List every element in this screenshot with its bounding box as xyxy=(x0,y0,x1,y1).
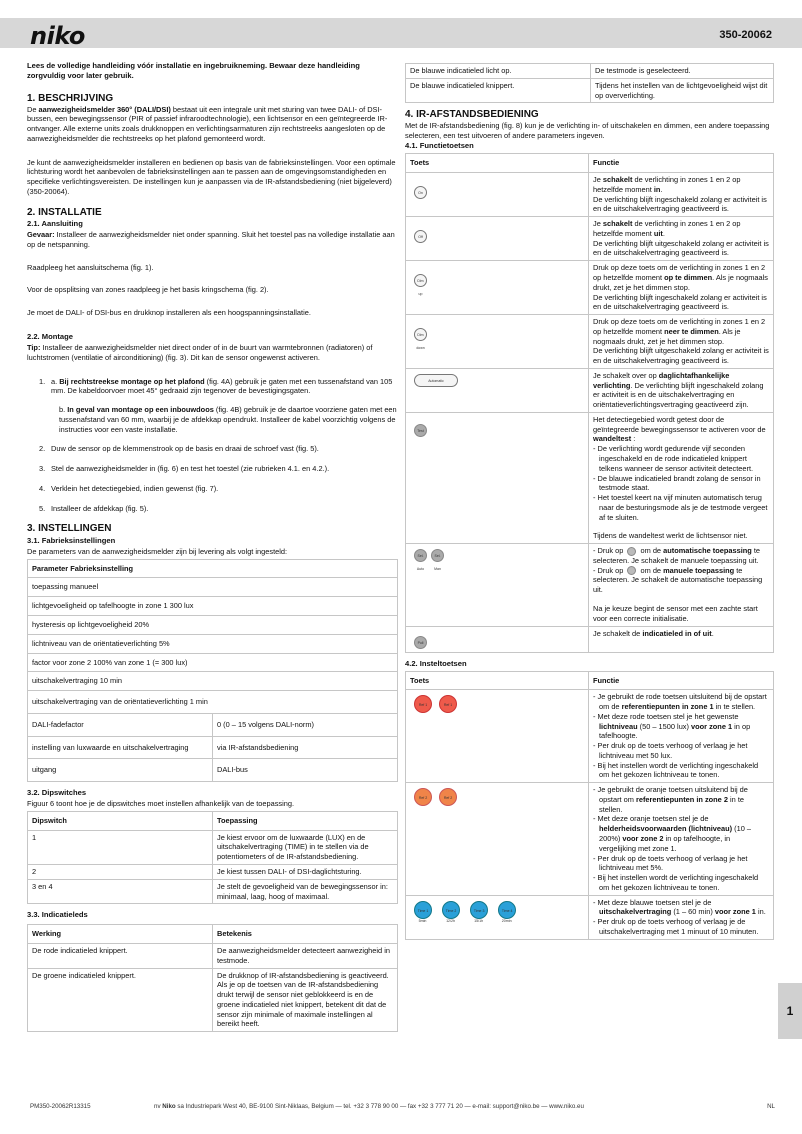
time4-key-icon: Time 4 xyxy=(498,901,516,919)
table-row: De rode indicatieled knippert. De aanwezigheidsmelder detecteert aanwezigheid in testmode. xyxy=(28,944,398,969)
off-key-icon: Off xyxy=(414,230,427,243)
table-header: Toets xyxy=(406,671,589,690)
setting-keys-table xyxy=(405,671,774,940)
table-row: Ref 1 Ref 1 - Je gebruikt de rode toetsen uitsluitend bij de opstart om de referentiepunten in zone 1 in te stellen. - Met deze rode toetsen stel je het gewenste lichtniveau (50 – 1500 lux) voor zone 1 in op tafelhoogte. - Per druk op de toets verhoog of verlaag je het lichtniveau met 50 lux. - Bij het instellen wordt de verlichting ingeschakeld om het gekozen lichtniveau te tonen. xyxy=(406,690,774,783)
right-column xyxy=(405,63,774,948)
time1-label: 5min xyxy=(418,918,427,923)
description-paragraph-2: Je kunt de aanwezigheidsmelder installeren en bedienen op basis van de fabrieksinstellingen. Voor een optimale lichtsturing wordt het aanbevolen de fabrieksinstellingen aan te passen aan de omgevingsomstandigheden en specifieke verlichtingsvereisten. De instellingen kun je aanpassen via de IR-afstandsbediening (niet bijgeleverd) (350-20064). xyxy=(27,157,396,196)
table-row: uitschakelvertraging van de oriëntatieverlichting 1 min xyxy=(28,691,398,714)
table-row: On Je schakelt de verlichting in zones 1 en 2 op hetzelfde moment in. De verlichting blijft ingeschakeld zolang er activiteit is en de uitschakelvertraging geactiveerd is. xyxy=(406,173,774,217)
intro-text: Lees de volledige handleiding vóór installatie en ingebruikneming. Bewaar deze handleiding zorgvuldig voor later gebruik. xyxy=(27,61,360,81)
table-header: Functie xyxy=(589,154,774,173)
ref2-down-key-icon: Ref 2 xyxy=(439,788,457,806)
dipswitch-intro: Figuur 6 toont hoe je de dipswitches moet instellen afhankelijk van de toepassing. xyxy=(27,799,295,809)
table-row: Off Je schakelt de verlichting in zones 1 en 2 op hetzelfde moment uit. De verlichting blijft uitgeschakeld zolang er activiteit is en de uitschakelvertraging geactiveerd is. xyxy=(406,217,774,261)
factory-intro: De parameters van de aanwezigheidsmelder zijn bij levering als volgt ingesteld: xyxy=(27,546,288,556)
table-header: Toets xyxy=(406,154,589,173)
install-paragraph-3: Je moet de DALI- of DSI-bus en drukknop installeren als een hoogspanningsinstallatie. xyxy=(27,308,311,318)
ref1-up-key-icon: Ref 1 xyxy=(414,695,432,713)
header-bar xyxy=(0,18,802,48)
ref2-up-key-icon: Ref 2 xyxy=(414,788,432,806)
step-1: 1. a. Bij rechtstreekse montage op het plafond (fig. 4A) gebruik je gaten met een tussenafstand van 105 mm. De kabeldoorvoer moet 45° gedraaid zijn tegenover de bevestigingsgaten. b. In geval van montage op een inbouwdoos (fig. 4B) gebruik je de daartoe voorziene gaten met een tussenafstand van 60 mm, waarbij je de afdekkap opendrukt. Installeer de kabel voorzichtig volgens de instructies voor een vaste installatie. xyxy=(39,376,397,434)
install-paragraph-1: Raadpleeg het aansluitschema (fig. 1). xyxy=(27,262,154,272)
table-row: lichtniveau van de oriëntatieverlichting 5% xyxy=(28,634,398,653)
table-row: factor voor zone 2 100% van zone 1 (= 300 lux) xyxy=(28,653,398,672)
mounting-tip: Tip: Installeer de aanwezigheidsmelder niet direct onder of in de buurt van warmtebronnen (radiatoren) of luchtstromen (ventilatie of airconditioning) (fig. 3). Dit kan de sensor ongewenst activeren. xyxy=(27,343,373,362)
install-paragraph-2: Voor de opsplitsing van zones raadpleeg je het basis kringschema (fig. 2). xyxy=(27,285,269,295)
step-5: 5. Installeer de afdekkap (fig. 5). xyxy=(39,503,149,513)
sel-man-key-icon: Sel. Man xyxy=(431,549,444,562)
footer-company: nv Niko sa Industriepark West 40, BE-9100 Sint-Niklaas, Belgium — tel. +32 3 778 90 00 — fax +32 3 777 71 20 — e-mail: support@niko.be — www.niko.eu xyxy=(154,1103,584,1110)
indicator-leds-table-continued xyxy=(405,63,774,103)
table-row: Test Het detectiegebied wordt getest door de geïntegreerde bewegingssensor te activeren voor de wandeltest : - De verlichting wordt gedurende vijf seconden ingeschakeld en de rode indicatieled knippert telkens wanneer de sensor activiteit detecteert. - De blauwe indicatieled brandt zolang de sensor in testmode staat. - Het toestel keert na vijf minuten automatisch terug naar de besturingsmode als je de testmode vergeet af te sluiten. Tijdens de wandeltest werkt de lichtsensor niet. xyxy=(406,412,774,543)
step-3: 3. Stel de aanwezigheidsmelder in (fig. 6) en test het toestel (zie rubrieken 4.1. en 4.2.). xyxy=(39,464,330,474)
table-row: Ref 2 Ref 2 - Je gebruikt de oranje toetsen uitsluitend bij de opstart om referentiepunten in zone 2 in te stellen. - Met deze oranje toetsen stel je de helderheidsvoorwaarden (lichtniveau) (10 – 200%) voor zone 2 in op tafelhoogte, in vergelijking met zone 1. - Per druk op de toets verhoog of verlaag je het lichtniveau met 5%. - Bij het instellen wordt de verlichting ingeschakeld om het gekozen lichtniveau te tonen. xyxy=(406,783,774,895)
subsection-4-2-title: 4.2. Insteltoetsen xyxy=(405,658,467,668)
time2-label: 12/2h xyxy=(446,918,456,923)
ref1-down-key-icon: Ref 1 xyxy=(439,695,457,713)
table-row: 3 en 4 Je stelt de gevoeligheid van de bewegingssensor in: minimaal, laag, hoog of maximaal. xyxy=(28,879,398,904)
footer-doc-code: PM350-20062R13315 xyxy=(30,1103,91,1110)
left-column xyxy=(27,61,398,1040)
time3-key-icon: Time 3 xyxy=(470,901,488,919)
subsection-2-1-title: 2.1. Aansluiting xyxy=(27,219,83,229)
danger-warning: Gevaar: Installeer de aanwezigheidsmelder niet onder spanning. Sluit het toestel pas na volledige installatie aan op de netspanning. xyxy=(27,230,395,249)
sel-auto-inline-icon xyxy=(627,547,636,556)
sel-man-inline-icon xyxy=(627,566,636,575)
subsection-3-3-title: 3.3. Indicatieleds xyxy=(27,910,88,920)
dim-up-key-icon: Dim up xyxy=(414,274,427,287)
table-row: uitschakelvertraging 10 min xyxy=(28,672,398,691)
dim-down-key-icon: Dim down xyxy=(414,328,427,341)
table-header: Werking xyxy=(28,925,213,944)
language-section-tab: 1 xyxy=(778,983,802,1039)
table-row: Sel. AutoSel. Man - Druk op om de automatische toepassing te selecteren. Je schakelt de manuele toepassing uit. - Druk op om de manuele toepassing te selecteren. Je schakelt de automatische toepassing uit. Na je keuze begint de sensor met een zachte start voor een correcte initialisatie. xyxy=(406,544,774,626)
table-header: Toepassing xyxy=(213,811,398,830)
time3-label: 15/1h xyxy=(474,918,484,923)
table-row: DALI-fadefactor 0 (0 – 15 volgens DALI-norm) xyxy=(28,713,398,736)
table-header: Parameter Fabrieksinstelling xyxy=(28,559,398,578)
subsection-2-2-title: 2.2. Montage xyxy=(27,332,73,341)
time2-key-icon: Time 2 xyxy=(442,901,460,919)
table-row: hysteresis op lichtgevoeligheid 20% xyxy=(28,616,398,635)
table-row: De groene indicatieled knippert. De drukknop of IR-afstandsbediening is geactiveerd. Als je op de toetsen van de IR-afstandsbediening drukt terwijl de sensor niet geblokkeerd is en de groene indicatieled niet knippert, betekent dit dat de sensor zijn minimale of maximale instellingen al bereikt heeft. xyxy=(28,968,398,1032)
section-3-title: 3. INSTELLINGEN xyxy=(27,523,112,535)
sel-auto-key-icon: Sel. Auto xyxy=(414,549,427,562)
table-row: lichtgevoeligheid op tafelhoogte in zone 1 300 lux xyxy=(28,597,398,616)
subsection-4-1-title: 4.1. Functietoetsen xyxy=(405,141,474,151)
section-2-title: 2. INSTALLATIE xyxy=(27,206,102,218)
step-4: 4. Verklein het detectiegebied, indien gewenst (fig. 7). xyxy=(39,483,219,493)
remote-intro: Met de IR-afstandsbediening (fig. 8) kun je de verlichting in- of uitschakelen en dimmen, een andere toepassing selecteren, een test uitvoeren of andere parameters ingeven. xyxy=(405,120,770,140)
table-row: Automatic Je schakelt over op daglichtafhankelijke verlichting. De verlichting blijft ingeschakeld zolang er activiteit is en de uitschakelvertraging en oriëntatieverlichtingsvertraging geactiveerd zijn. xyxy=(406,368,774,412)
subsection-3-2-title: 3.2. Dipswitches xyxy=(27,788,87,798)
table-row: De blauwe indicatieled knippert. Tijdens het instellen van de lichtgevoeligheid wijst dit op oververlichting. xyxy=(406,78,774,103)
table-row: Time 1 5min Time 2 12/2h Time 3 15/1h Time 4 20min - Met deze blauwe toetsen stel je de uitschakelvertraging (1 – 60 min) voor zone 1 in. - Per druk op de toets verhoog of verlaag je de uitschakelvertraging met 1 minuut of 10 minuten. xyxy=(406,895,774,939)
step-2: 2. Duw de sensor op de klemmenstrook op de basis en draai de schroef vast (fig. 5). xyxy=(39,444,319,454)
description-paragraph: De aanwezigheidsmelder 360° (DALI/DSI) bestaat uit een integrale unit met sturing van twee DALI- of DSI-bussen, een bewegingssensor (PIR of passief infraroodtechnologie), een lichtsensor en een geïntegreerde IR-ontvanger. Alle externe units zoals drukknoppen en verlichtingsarmaturen zijn rechtstreeks aangesloten op de aanwezigheidsmelder die rechtstreeks op het plafond gemonteerd wordt. xyxy=(27,104,388,143)
table-header: Betekenis xyxy=(213,925,398,944)
on-key-icon: On xyxy=(414,186,427,199)
table-row: 1 Je kiest ervoor om de luxwaarde (LUX) en de uitschakelvertraging (TIME) in te stellen via de potentiometers of de IR-afstandsbediening. xyxy=(28,830,398,864)
table-row: Pull Je schakelt de indicatieled in of uit. xyxy=(406,626,774,652)
table-row: toepassing manueel xyxy=(28,578,398,597)
table-row: 2 Je kiest tussen DALI- of DSI-daglichtsturing. xyxy=(28,864,398,879)
table-row: Dim down Druk op deze toets om de verlichting in zones 1 en 2 op hetzelfde moment neer te dimmen. Als je nogmaals drukt, zet je het dimmen stop. De verlichting blijft uitgeschakeld zolang er activiteit is en de uitschakelvertraging geactiveerd is. xyxy=(406,315,774,369)
automatic-key-icon: Automatic xyxy=(414,374,458,387)
niko-logo: niko xyxy=(30,22,85,50)
table-row: instelling van luxwaarde en uitschakelvertraging via IR-afstandsbediening xyxy=(28,736,398,759)
factory-settings-table xyxy=(27,559,398,782)
table-row: De blauwe indicatieled licht op. De testmode is geselecteerd. xyxy=(406,64,774,79)
time4-label: 20min xyxy=(501,918,512,923)
time1-key-icon: Time 1 xyxy=(414,901,432,919)
table-row: Dim up Druk op deze toets om de verlichting in zones 1 en 2 op hetzelfde moment op te dimmen. Als je nogmaals drukt, zet je het dimmen stop. De verlichting blijft ingeschakeld zolang er activiteit is en de uitschakelvertraging geactiveerd is. xyxy=(406,261,774,315)
footer-language: NL xyxy=(767,1103,775,1110)
section-1-title: 1. BESCHRIJVING xyxy=(27,93,114,105)
document-number: 350-20062 xyxy=(719,29,772,41)
subsection-3-1-title: 3.1. Fabrieksinstellingen xyxy=(27,535,116,545)
mounting-steps xyxy=(39,377,398,514)
test-key-icon: Test xyxy=(414,424,427,437)
table-row: uitgang DALI-bus xyxy=(28,759,398,782)
function-keys-table xyxy=(405,153,774,652)
dipswitch-table xyxy=(27,811,398,904)
table-header: Functie xyxy=(589,671,774,690)
indicator-leds-table xyxy=(27,924,398,1032)
pull-key-icon: Pull xyxy=(414,636,427,649)
section-4-title: 4. IR-AFSTANDSBEDIENING xyxy=(405,109,539,121)
table-header: Dipswitch xyxy=(28,811,213,830)
